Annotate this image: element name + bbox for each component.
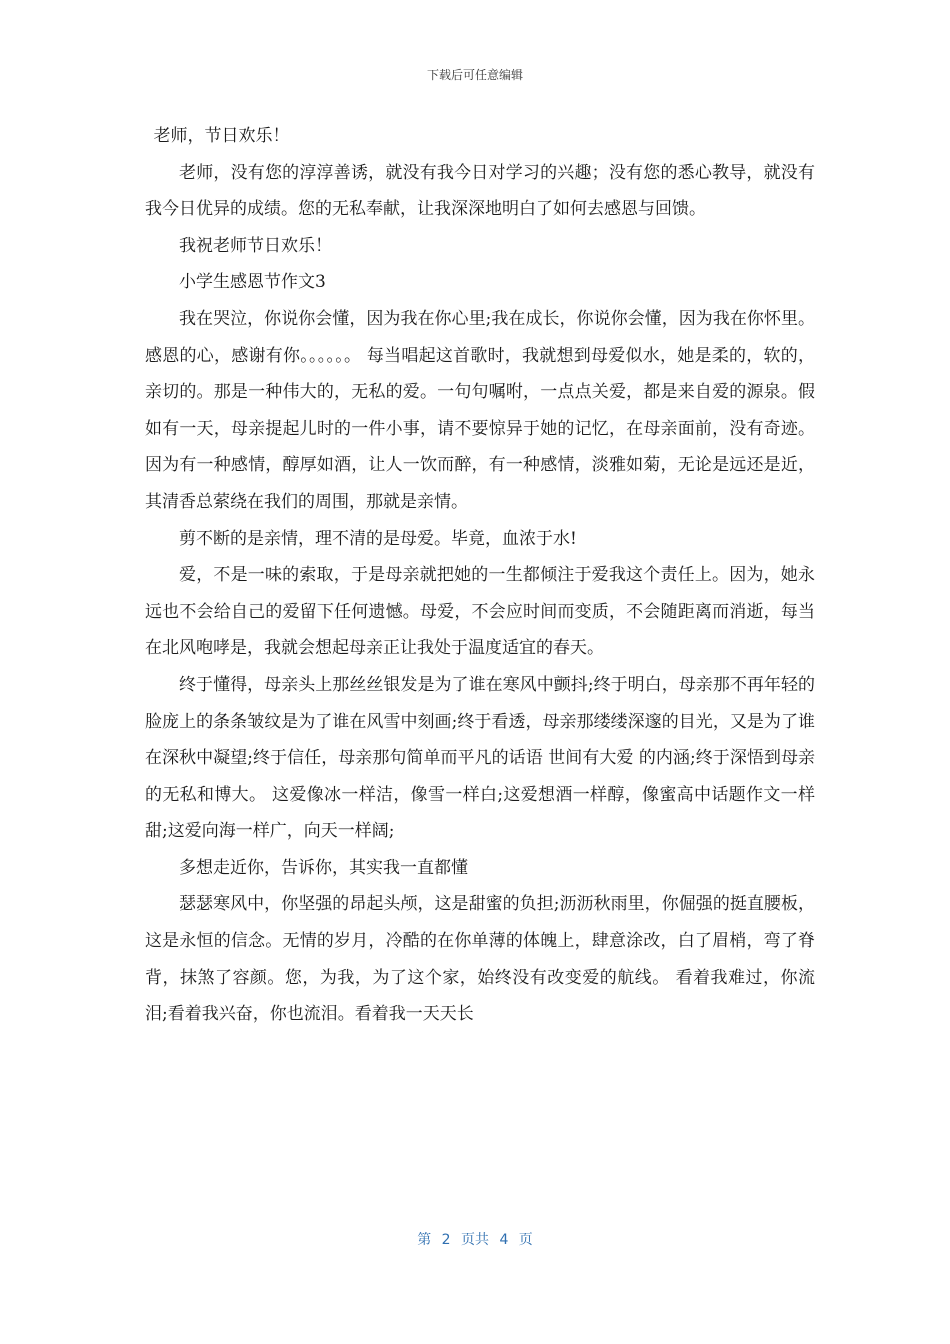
essay-title: 小学生感恩节作文3 (179, 272, 326, 293)
paragraph-wish: 我祝老师节日欢乐！ (179, 235, 332, 256)
page-header: 下载后可任意编辑 (426, 68, 523, 82)
paragraph-cold-wind: 瑟瑟寒风中，你坚强的昂起头颅，这是甜蜜的负担;沥沥秋雨里，你倔强的挺直腰板，这是永恒的信念。无情的岁月，冷酷的在你单薄的体魄上，肆意涂改，白了眉梢，弯了脊背，抹煞了容颜。您，为我，为了这个家，始终没有改变爱的航线。 看着我难过，你流泪;看着我兴奋，你也流泪。看着我一天天长 (145, 894, 815, 1025)
paragraph-mother-love: 我在哭泣，你说你会懂，因为我在你心里;我在成长，你说你会懂，因为我在你怀里。 感恩的心，感谢有你。。。。。。 每当唱起这首歌时，我就想到母爱似水，她是柔的，软的，亲切的。那是一种伟大的，无私的爱。一句句嘱咐，一点点关爱，都是来自爱的源泉。假如有一天，母亲提起儿时的一件小事，请不要惊异于她的记忆，在母亲面前，没有奇迹。因为有一种感情，醇厚如酒，让人一饮而醉，有一种感情，淡雅如菊，无论是远还是近，其清香总萦绕在我们的周围，那就是亲情。 (145, 308, 815, 512)
paragraph-teacher-thanks: 老师，没有您的淳淳善诱，就没有我今日对学习的兴趣；没有您的悉心教导，就没有我今日优异的成绩。您的无私奉献，让我深深地明白了如何去感恩与回馈。 (145, 162, 815, 220)
paragraph-wish-to-tell: 多想走近你，告诉你，其实我一直都懂 (179, 857, 468, 878)
page-number: 第 2 页共 4 页 (417, 1232, 533, 1248)
paragraph-greeting: 老师，节日欢乐！ (153, 126, 290, 146)
paragraph-devotion: 爱，不是一味的索取，于是母亲就把她的一生都倾注于爱我这个责任上。因为，她永远也不会给自己的爱留下任何遗憾。母爱，不会应时间而变质，不会随距离而消逝，每当在北风咆哮是，我就会想起母亲正让我处于温度适宜的春天。 (145, 565, 815, 659)
document-body (145, 118, 815, 1033)
paragraph-family-bond: 剪不断的是亲情，理不清的是母爱。毕竟，血浓于水! (179, 528, 577, 549)
paragraph-understanding: 终于懂得，母亲头上那丝丝银发是为了谁在寒风中颤抖;终于明白，母亲那不再年轻的脸庞上的条条皱纹是为了谁在风雪中刻画;终于看透，母亲那缕缕深邃的目光，又是为了谁在深秋中凝望;终于信任，母亲那句简单而平凡的话语 世间有大爱 的内涵;终于深悟到母亲的无私和博大。 这爱像冰一样洁，像雪一样白;这爱想酒一样醇，像蜜高中话题作文一样甜;这爱向海一样广，向天一样阔; (145, 674, 815, 842)
